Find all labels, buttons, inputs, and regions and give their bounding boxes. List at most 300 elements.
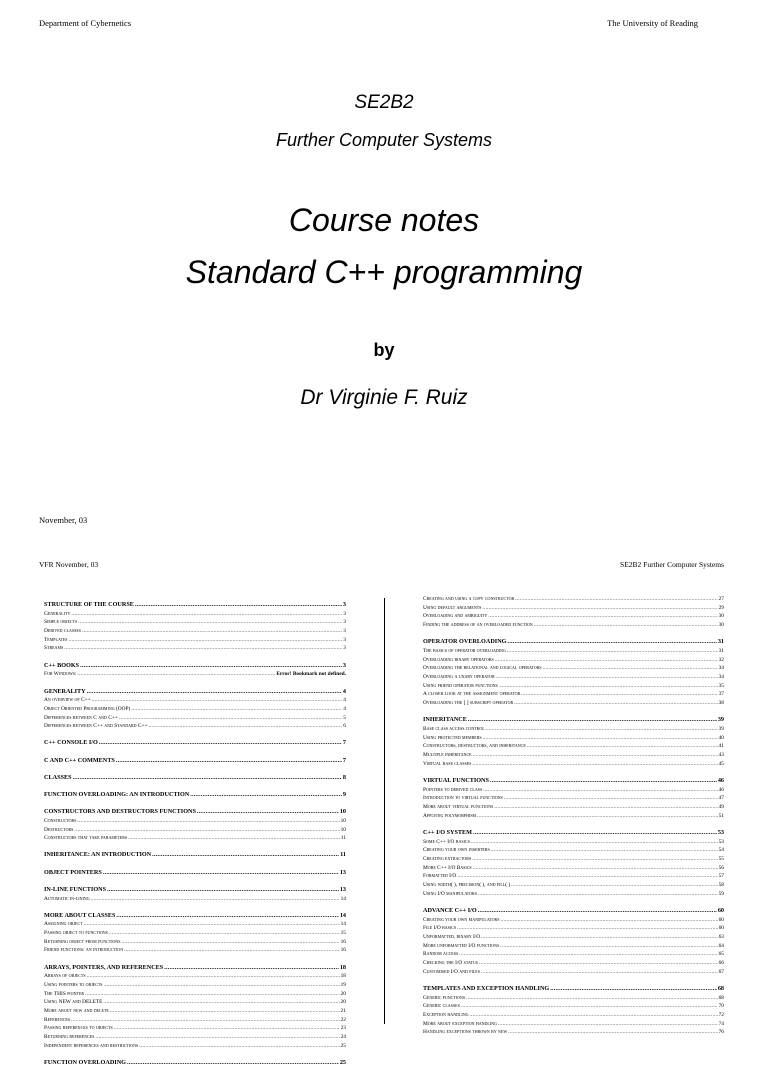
toc-leader-dots	[119, 714, 342, 723]
toc-section-entry	[44, 912, 346, 921]
toc-leader-dots	[457, 924, 718, 933]
toc-page-number: 3	[342, 601, 346, 608]
toc-subsection-entry	[44, 618, 346, 627]
toc-subsection-entry	[423, 751, 724, 760]
toc-page-number: 3	[343, 636, 346, 643]
toc-entry-title: Creating your own inserters	[423, 847, 490, 854]
toc-subsection-entry	[423, 664, 724, 673]
toc-subsection-entry	[423, 612, 724, 621]
toc-leader-dots	[495, 656, 718, 665]
toc-leader-dots	[521, 690, 717, 699]
toc-page-number: 39	[718, 725, 724, 732]
toc-leader-dots	[96, 1033, 340, 1042]
toc-leader-dots	[472, 855, 717, 864]
toc-page-number: 8	[342, 773, 346, 781]
toc-page-number: 32	[718, 656, 724, 663]
toc-leader-dots	[473, 864, 718, 873]
toc-entry-title: VIRTUAL FUNCTIONS	[423, 776, 489, 784]
toc-page-number: 7	[342, 739, 346, 747]
toc-entry-title: Base class access control	[423, 725, 485, 732]
toc-subsection-entry	[423, 872, 724, 881]
toc-leader-dots	[99, 739, 342, 748]
toc-leader-dots	[457, 872, 717, 881]
toc-entry-title: Overloading a unary operator	[423, 674, 495, 680]
toc-entry-title: A closer look at the assignment operator	[423, 691, 521, 698]
toc-section-entry	[44, 886, 346, 895]
toc-entry-title: Using default arguments	[423, 604, 482, 611]
toc-leader-dots	[461, 1002, 718, 1011]
toc-entry-title: Multiple inheritance	[423, 752, 472, 758]
toc-section-entry	[423, 829, 724, 838]
toc-leader-dots	[78, 618, 342, 627]
toc-entry-title: Generic classes	[423, 1003, 460, 1010]
toc-page-number: 7	[342, 756, 346, 764]
toc-leader-dots	[92, 696, 343, 705]
toc-section-entry	[44, 757, 346, 766]
toc-entry-title: Assigning object	[44, 921, 83, 928]
toc-entry-title: FUNCTION OVERLOADING: AN INTRODUCTION	[44, 791, 190, 798]
toc-subsection-entry	[423, 742, 724, 751]
toc-leader-dots	[71, 1016, 340, 1025]
toc-subsection-entry	[423, 1002, 724, 1011]
toc-leader-dots	[71, 610, 342, 619]
toc-leader-dots	[488, 612, 717, 621]
toc-page-number: 37	[718, 691, 724, 698]
toc-subsection-entry	[44, 636, 346, 645]
toc-subsection-entry	[44, 946, 346, 955]
toc-section-entry	[44, 869, 346, 878]
toc-leader-dots	[164, 964, 339, 973]
toc-leader-dots	[515, 595, 717, 604]
toc-page-number: 21	[340, 1008, 346, 1015]
toc-page-number: 9	[342, 791, 346, 798]
toc-leader-dots	[77, 670, 275, 679]
toc-entry-title: Simple objects	[44, 619, 78, 626]
toc-section-entry	[44, 808, 346, 817]
toc-entry-title: C AND C++ COMMENTS	[44, 756, 115, 764]
toc-entry-title: IN-LINE FUNCTIONS	[44, 885, 107, 893]
toc-page-number: 27	[718, 596, 724, 602]
toc-subsection-entry	[44, 1024, 346, 1033]
toc-page-number: 66	[718, 959, 724, 966]
toc-leader-dots	[139, 1042, 339, 1051]
toc-leader-dots	[473, 829, 717, 838]
toc-leader-dots	[511, 881, 717, 890]
toc-leader-dots	[543, 664, 718, 673]
toc-page-number: 58	[718, 881, 724, 888]
toc-leader-dots	[481, 933, 717, 942]
toc-leader-dots	[499, 682, 718, 691]
toc-entry-title: MORE ABOUT CLASSES	[44, 911, 116, 919]
toc-leader-dots	[149, 722, 343, 731]
toc-page-number: 46	[718, 786, 724, 793]
toc-left-column	[44, 601, 346, 1068]
toc-page-number: 57	[718, 873, 724, 880]
toc-subsection-entry	[423, 803, 724, 812]
toc-entry-title: ARRAYS, POINTERS, AND REFERENCES	[44, 963, 164, 971]
toc-section-entry	[44, 1059, 346, 1068]
toc-entry-title: More about new and delete	[44, 1008, 109, 1015]
toc-subsection-entry	[423, 786, 724, 795]
toc-section-entry	[44, 739, 346, 748]
toc-entry-title: C++ BOOKS	[44, 661, 80, 669]
toc-leader-dots	[486, 725, 718, 734]
toc-page-number: 13	[339, 885, 346, 893]
title-line-1: Course notes	[288, 202, 480, 238]
toc-page-number: 40	[718, 734, 724, 741]
toc-leader-dots	[468, 716, 717, 725]
toc-leader-dots	[507, 647, 718, 656]
toc-section-entry	[44, 791, 346, 800]
module-name: Further Computer Systems	[275, 130, 493, 150]
toc-subsection-entry	[423, 682, 724, 691]
toc-subsection-entry	[44, 714, 346, 723]
toc-leader-dots	[114, 1024, 340, 1033]
toc-page-number: 76	[718, 1029, 724, 1036]
toc-page-number: 15	[340, 930, 346, 937]
toc-leader-dots	[466, 994, 717, 1003]
toc-subsection-entry	[423, 942, 724, 951]
toc-page-number: 3	[342, 661, 346, 669]
toc-subsection-entry	[423, 968, 724, 977]
toc-entry-title: File I/O basics	[423, 925, 457, 932]
toc-leader-dots	[116, 757, 342, 766]
toc-entry-title: Passing references to objects	[44, 1025, 113, 1032]
title-line-2: Standard C++ programming	[185, 254, 583, 290]
toc-subsection-entry	[44, 972, 346, 981]
toc-subsection-entry	[423, 924, 724, 933]
toc-page-number: 4	[342, 687, 346, 695]
toc-entry-title: INHERITANCE: AN INTRODUCTION	[44, 851, 152, 859]
toc-page-number: 3	[343, 610, 346, 617]
toc-leader-dots	[87, 972, 340, 981]
toc-leader-dots	[483, 734, 718, 743]
toc-section-entry	[423, 638, 724, 647]
toc-entry-title: Friend functions: an introduction	[44, 947, 124, 954]
toc-entry-title: Creating your own manipulators	[423, 916, 500, 923]
toc-entry-title: More unformatted I/O functions	[423, 942, 500, 949]
toc-subsection-entry	[423, 890, 724, 899]
toc-subsection-entry	[423, 656, 724, 665]
toc-page-number: 29	[718, 604, 724, 611]
toc-leader-dots	[483, 786, 717, 795]
toc-section-entry	[44, 601, 346, 610]
toc-leader-dots	[91, 895, 340, 904]
toc-entry-title: More about exception handling	[423, 1020, 497, 1027]
toc-entry-title: STRUCTURE OF THE COURSE	[44, 601, 134, 608]
toc-page-number: 31	[718, 647, 724, 654]
toc-section-entry	[44, 774, 346, 783]
toc-entry-title: Unformatted, binary I/O	[423, 933, 481, 940]
toc-subsection-entry	[44, 627, 346, 636]
toc-leader-dots	[103, 869, 339, 878]
toc-subsection-entry	[44, 1042, 346, 1051]
toc-leader-dots	[116, 912, 338, 921]
toc-entry-title: Pointers to derived class	[423, 786, 483, 793]
toc-subsection-entry	[423, 595, 724, 604]
toc-leader-dots	[550, 985, 717, 994]
toc-entry-title: Constructors	[44, 817, 77, 824]
toc-page-number: 19	[340, 982, 346, 988]
toc-leader-dots	[85, 990, 340, 999]
toc-entry-title: Returning references	[44, 1034, 95, 1041]
toc-leader-dots	[84, 920, 340, 929]
cover-header-left: Department of Cybernetics	[39, 18, 132, 28]
toc-section-entry	[44, 964, 346, 973]
toc-header-left: VFR November, 03	[39, 560, 99, 569]
toc-entry-title: OPERATOR OVERLOADING	[423, 638, 507, 646]
toc-page-number: 68	[718, 994, 724, 1001]
toc-leader-dots	[507, 638, 716, 647]
toc-subsection-entry	[44, 826, 346, 835]
toc-leader-dots	[110, 1007, 340, 1016]
toc-section-entry	[423, 777, 724, 786]
toc-subsection-entry	[44, 670, 346, 679]
toc-leader-dots	[107, 886, 339, 895]
toc-subsection-entry	[423, 846, 724, 855]
toc-page-number: 5	[343, 714, 346, 721]
toc-page-number: 3	[343, 628, 346, 635]
toc-section-entry	[423, 907, 724, 916]
toc-leader-dots	[482, 604, 717, 613]
toc-entry-title: Overloading binary operators	[423, 656, 494, 663]
toc-page-number: 13	[339, 868, 346, 876]
toc-subsection-entry	[44, 696, 346, 705]
toc-entry-title: References	[44, 1016, 71, 1023]
toc-subsection-entry	[423, 760, 724, 769]
toc-entry-title: Independent references and restrictions	[44, 1042, 139, 1049]
toc-page-number: 30	[718, 613, 724, 620]
toc-leader-dots	[504, 794, 718, 803]
toc-subsection-entry	[423, 690, 724, 699]
toc-leader-dots	[478, 907, 717, 916]
toc-entry-title: Some C++ I/O basics	[423, 838, 470, 845]
toc-subsection-entry	[423, 647, 724, 656]
toc-page-number: 72	[718, 1011, 724, 1018]
toc-entry-title: INHERITANCE	[423, 716, 467, 724]
toc-subsection-entry	[44, 938, 346, 947]
toc-leader-dots	[508, 1028, 717, 1037]
toc-leader-dots	[479, 959, 718, 968]
toc-subsection-entry	[44, 644, 346, 653]
toc-subsection-entry	[44, 705, 346, 714]
toc-page-number: 11	[340, 851, 346, 859]
toc-subsection-entry	[44, 981, 346, 990]
toc-right-column	[423, 595, 724, 1037]
toc-subsection-entry	[423, 933, 724, 942]
toc-leader-dots	[471, 838, 718, 847]
toc-subsection-entry	[423, 794, 724, 803]
toc-leader-dots	[514, 699, 717, 708]
toc-subsection-entry	[423, 994, 724, 1003]
column-divider	[384, 598, 385, 1024]
toc-subsection-entry	[423, 1028, 724, 1037]
toc-entry-title: C++ I/O SYSTEM	[423, 828, 472, 836]
toc-leader-dots	[470, 1011, 718, 1020]
toc-page-number: 10	[339, 808, 346, 816]
toc-entry-title: Overloading the relational and logical operators	[423, 665, 542, 672]
toc-entry-title: Virtual base classes	[423, 760, 472, 767]
toc-subsection-entry	[44, 1016, 346, 1025]
toc-page-number: 60	[718, 925, 724, 932]
toc-page-number: 51	[718, 812, 724, 819]
toc-subsection-entry	[423, 864, 724, 873]
toc-page-number: 38	[718, 700, 724, 707]
toc-page-number: 70	[718, 1003, 724, 1010]
toc-header-right: SE2B2 Further Computer Systems	[620, 560, 724, 569]
toc-subsection-entry	[423, 838, 724, 847]
toc-page-number: 6	[343, 723, 346, 730]
toc-leader-dots	[494, 803, 717, 812]
toc-entry-title: For Windows:	[44, 671, 77, 678]
toc-subsection-entry	[44, 817, 346, 826]
toc-entry-title: Applying polymorphism	[423, 812, 477, 819]
toc-leader-dots	[496, 673, 718, 682]
toc-entry-title: Using protected members	[423, 734, 482, 741]
toc-entry-title: Arrays of objects	[44, 973, 86, 980]
toc-page-number: 34	[718, 674, 724, 680]
toc-entry-title: Formatted I/O	[423, 873, 457, 880]
toc-page-number: 3	[343, 645, 346, 652]
toc-entry-title: Returning object from functions	[44, 938, 121, 945]
toc-entry-title: Introduction to virtual functions	[423, 795, 503, 802]
toc-leader-dots	[500, 942, 717, 951]
toc-leader-dots	[64, 644, 342, 653]
toc-page-number: 4	[343, 697, 346, 704]
toc-leader-dots	[491, 846, 718, 855]
toc-entry-title: Customised I/O and files	[423, 968, 480, 975]
toc-entry-title: Random access	[423, 951, 459, 958]
toc-subsection-entry	[44, 1007, 346, 1016]
toc-page-number: 67	[718, 968, 724, 975]
toc-page-number: 16	[340, 938, 346, 945]
toc-page-number: 14	[340, 921, 346, 928]
toc-entry-title: Destructors	[44, 826, 74, 833]
toc-subsection-entry	[423, 604, 724, 613]
toc-section-entry	[44, 662, 346, 671]
toc-entry-title: Generic functions	[423, 994, 466, 1001]
toc-subsection-entry	[423, 950, 724, 959]
toc-leader-dots	[481, 968, 718, 977]
toc-leader-dots	[472, 760, 717, 769]
toc-leader-dots	[87, 688, 342, 697]
toc-page-number: 34	[718, 665, 724, 672]
toc-subsection-entry	[423, 621, 724, 630]
toc-subsection-entry	[423, 673, 724, 682]
toc-page-number: 4	[343, 705, 346, 712]
toc-entry-title: Creating and using a copy constructor	[423, 596, 515, 602]
toc-section-entry	[423, 716, 724, 725]
toc-entry-title: Using width( ), precision( ), and fill( )	[423, 881, 511, 888]
toc-page-number: 41	[718, 743, 724, 750]
toc-entry-title: ADVANCE C++ I/O	[423, 906, 477, 914]
toc-page-number: 45	[718, 760, 724, 767]
toc-subsection-entry	[423, 699, 724, 708]
toc-subsection-entry	[423, 734, 724, 743]
toc-leader-dots	[152, 851, 339, 860]
toc-section-entry	[44, 688, 346, 697]
toc-entry-title: Creating extractors	[423, 855, 472, 862]
toc-leader-dots	[124, 946, 339, 955]
toc-page-number: 10	[340, 826, 346, 833]
toc-entry-title: Overloading and ambiguity	[423, 613, 488, 620]
toc-leader-dots	[69, 636, 343, 645]
toc-page-number: 10	[340, 817, 346, 824]
toc-page-number: 24	[340, 1034, 346, 1041]
toc-subsection-entry	[44, 990, 346, 999]
toc-subsection-entry	[44, 895, 346, 904]
toc-entry-title: Templates	[44, 636, 68, 643]
toc-page-number: 31	[717, 638, 724, 646]
toc-page-number: 53	[718, 838, 724, 845]
toc-subsection-entry	[423, 725, 724, 734]
toc-page-number: 47	[718, 795, 724, 802]
toc-page-number: 49	[718, 803, 724, 810]
toc-entry-title: Using NEW and DELETE	[44, 999, 103, 1006]
toc-entry-title: Constructors that take parameters	[44, 835, 128, 842]
toc-page-number: 39	[717, 716, 724, 724]
toc-leader-dots	[127, 1059, 339, 1068]
toc-entry-title: Derived classes	[44, 628, 82, 635]
toc-entry-title: Checking the I/O status	[423, 959, 478, 966]
toc-page-number: 14	[340, 895, 346, 902]
toc-page-number: 60	[718, 916, 724, 923]
toc-page-number: 56	[718, 864, 724, 871]
toc-leader-dots	[80, 662, 342, 671]
toc-entry-title: The basics of operator overloading	[423, 647, 506, 654]
author-name: Dr Virginie F. Ruiz	[300, 386, 468, 409]
toc-entry-title: Automatic in-lining	[44, 895, 90, 902]
cover-date: November, 03	[39, 515, 88, 525]
toc-leader-dots	[500, 916, 717, 925]
toc-entry-title: Handling exceptions thrown by new	[423, 1029, 508, 1036]
toc-page-number: 25	[339, 1059, 346, 1066]
toc-entry-title: Object Oriented Programming (OOP)	[44, 705, 131, 712]
toc-page-number: 43	[718, 752, 724, 758]
toc-entry-title: GENERALITY	[44, 687, 86, 695]
toc-page-number: 65	[718, 951, 724, 958]
toc-subsection-entry	[423, 959, 724, 968]
toc-entry-title: Overloading the [ ] subscript operator	[423, 700, 514, 707]
toc-entry-title: Passing object to functions	[44, 930, 108, 937]
toc-leader-dots	[190, 791, 342, 800]
toc-page-number: 20	[340, 990, 346, 997]
toc-page-number: 16	[340, 947, 346, 954]
toc-entry-title: Using friend operator functions	[423, 682, 498, 689]
toc-leader-dots	[104, 981, 340, 990]
toc-page-number: Error! Bookmark not defined.	[276, 671, 346, 678]
toc-subsection-entry	[423, 916, 724, 925]
toc-subsection-entry	[44, 834, 346, 843]
toc-leader-dots	[131, 705, 342, 714]
toc-entry-title: More about virtual functions	[423, 803, 494, 810]
toc-entry-title: More C++ I/O Basics	[423, 864, 472, 871]
toc-entry-title: The THIS pointer	[44, 990, 85, 997]
toc-leader-dots	[459, 950, 717, 959]
toc-page-number: 23	[340, 1025, 346, 1032]
toc-subsection-entry	[423, 1011, 724, 1020]
toc-subsection-entry	[44, 929, 346, 938]
toc-entry-title: C++ CONSOLE I/O	[44, 739, 98, 747]
toc-section-entry	[423, 985, 724, 994]
toc-leader-dots	[122, 938, 340, 947]
toc-page-number: 64	[718, 942, 724, 949]
toc-entry-title: TEMPLATES AND EXCEPTION HANDLING	[423, 984, 550, 992]
toc-page-number: 35	[718, 682, 724, 689]
toc-page-number: 22	[340, 1016, 346, 1023]
toc-page-number: 3	[343, 619, 346, 626]
toc-subsection-entry	[44, 610, 346, 619]
